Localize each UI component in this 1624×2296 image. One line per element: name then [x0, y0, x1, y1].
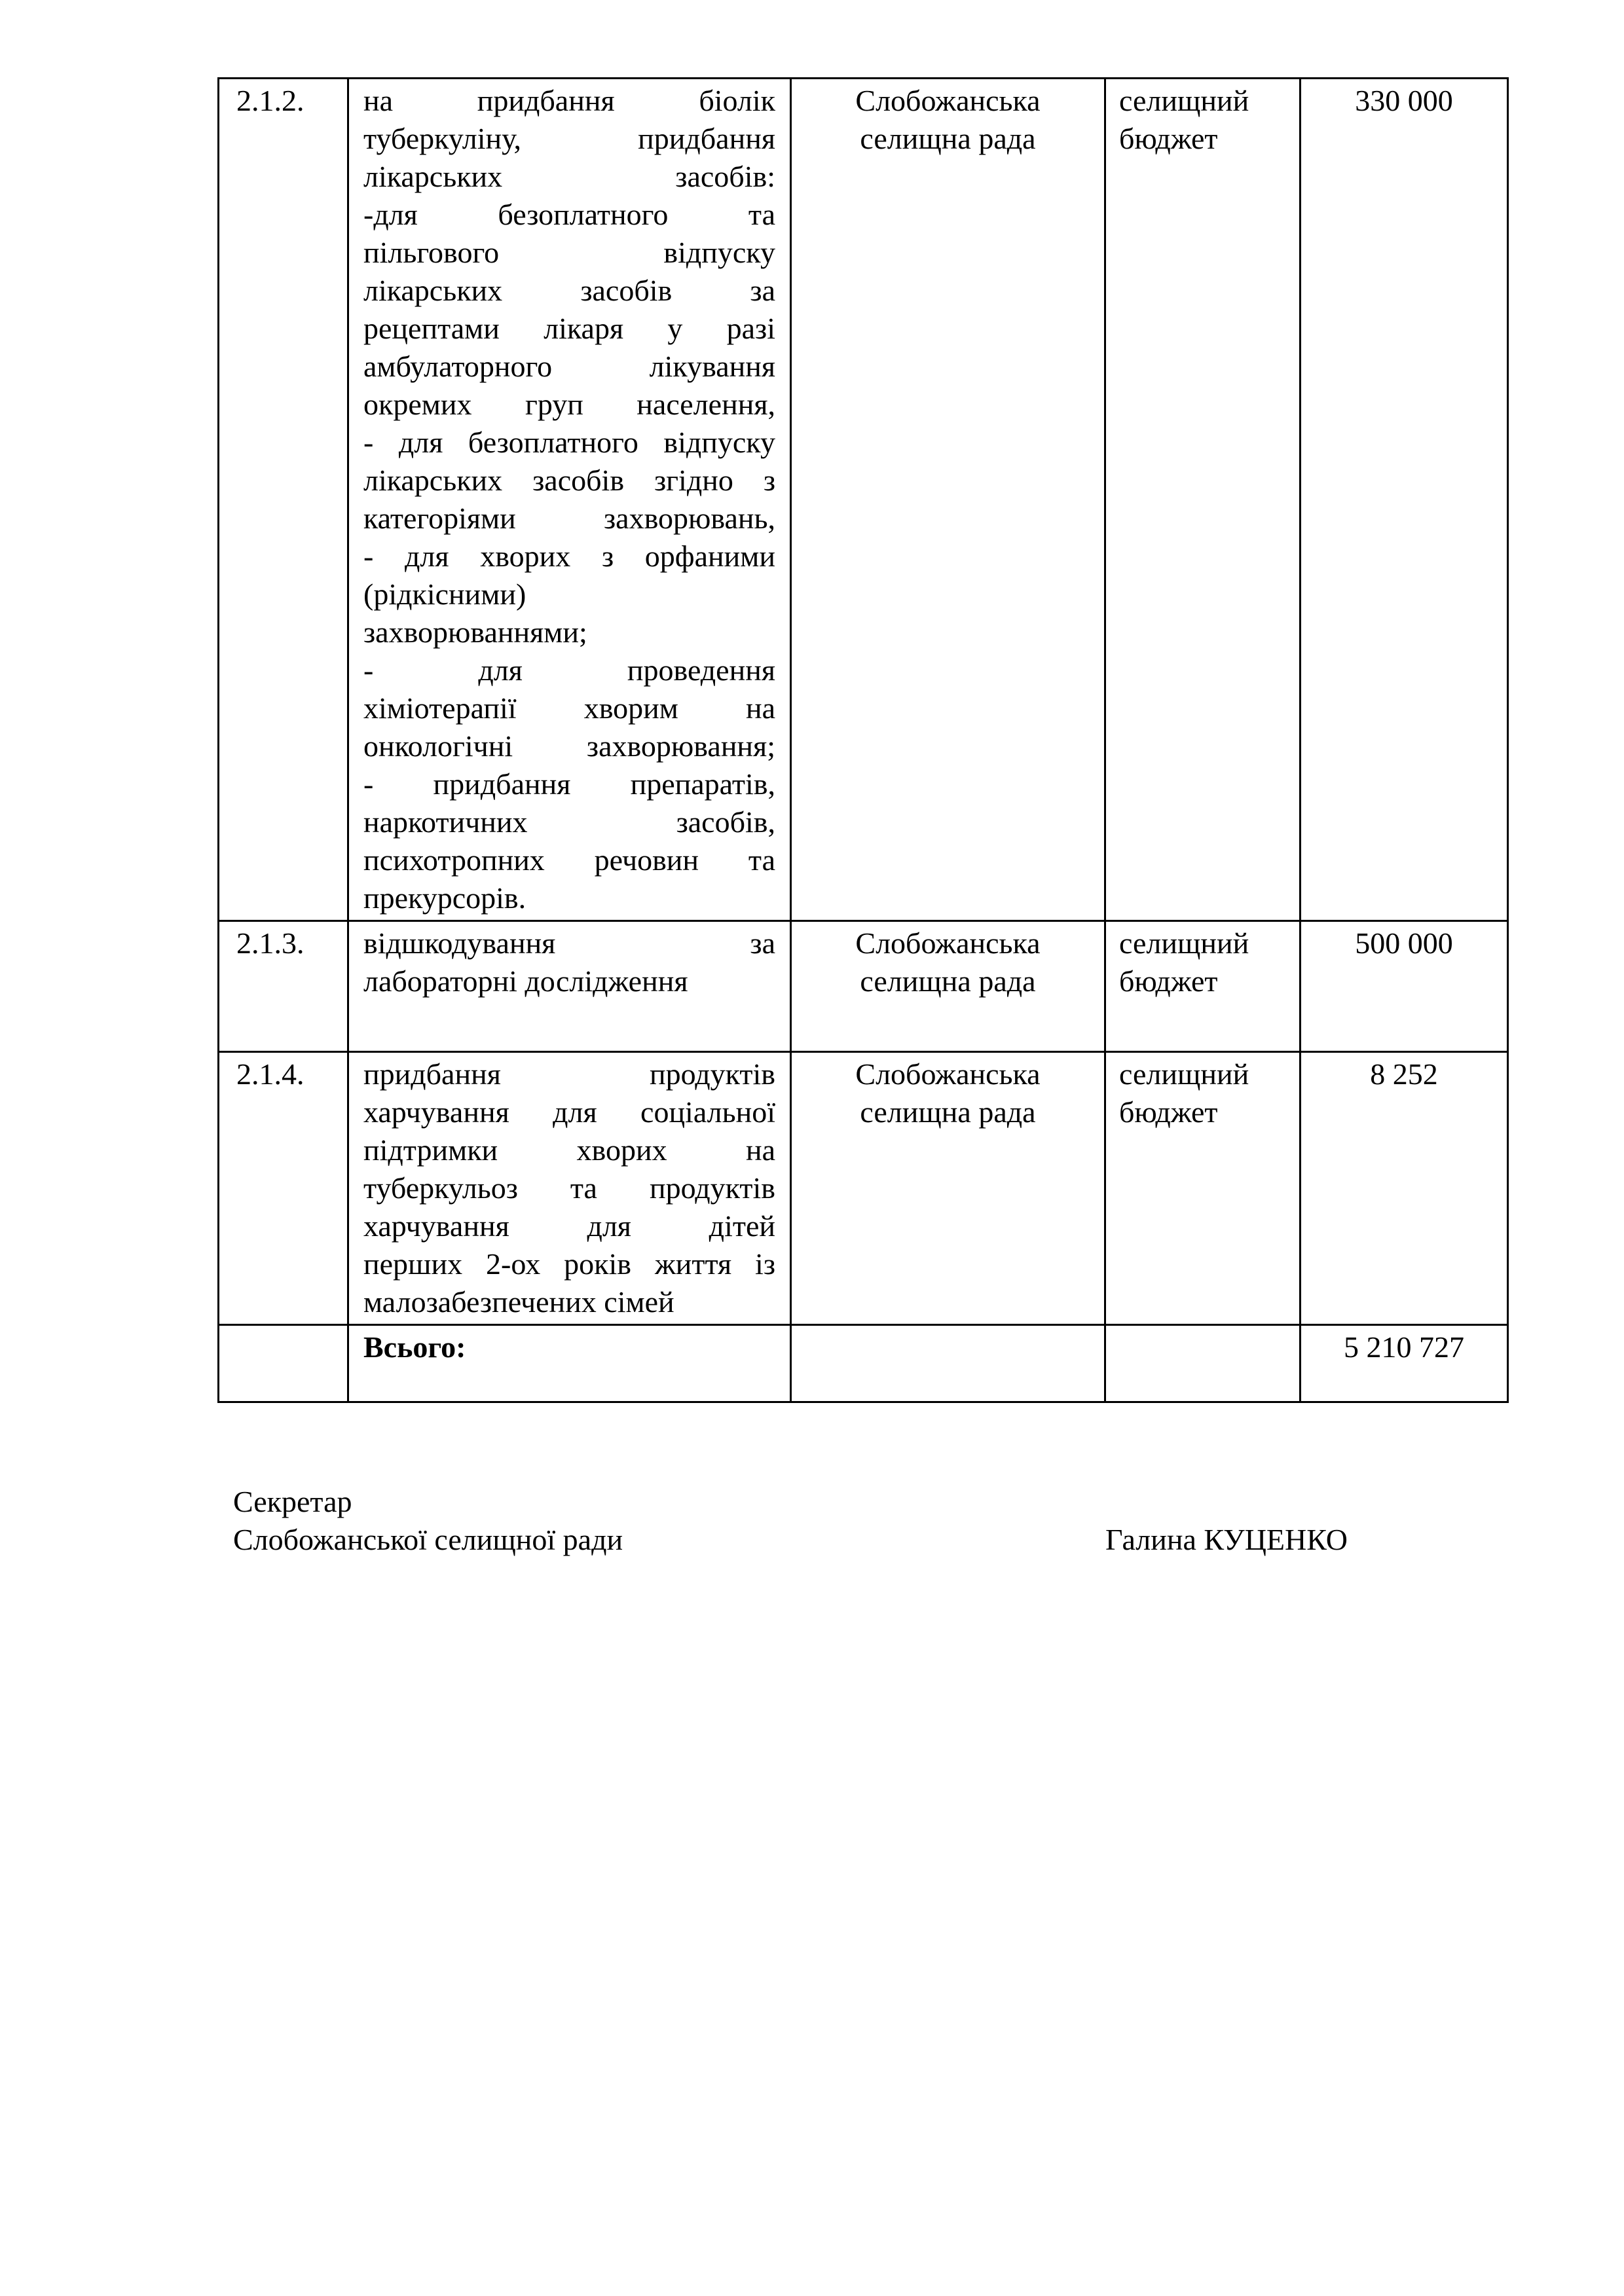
description-line: пільгового відпуску — [363, 236, 775, 269]
description-line: категоріями захворювань, — [363, 501, 775, 535]
item-number: 2.1.2. — [219, 79, 348, 921]
description-line: туберкуліну, придбання — [363, 122, 775, 155]
table-row — [219, 921, 1508, 1052]
funding-source: селищний бюджет — [1105, 79, 1301, 921]
description-line: окремих груп населення, — [363, 388, 775, 421]
funding-source: селищний бюджет — [1105, 921, 1301, 1052]
description-line: - придбання препаратів, — [363, 767, 775, 801]
description-line: підтримки хворих на — [363, 1133, 775, 1167]
empty-cell — [791, 1325, 1105, 1402]
description-line: на придбання біолік — [363, 84, 775, 117]
total-label: Всього: — [348, 1325, 791, 1402]
description-line: онкологічні захворювання; — [363, 729, 775, 763]
description-line: малозабезпечених сімей — [363, 1285, 674, 1319]
description-line: -для безоплатного та — [363, 198, 775, 231]
total-row — [219, 1325, 1508, 1402]
description-line: придбання продуктів — [363, 1057, 775, 1091]
item-number: 2.1.3. — [219, 921, 348, 1052]
empty-cell — [219, 1325, 348, 1402]
description-line: лікарських засобів: — [363, 160, 775, 193]
description-line: - для хворих з орфаними — [363, 539, 775, 573]
amount: 330 000 — [1301, 79, 1508, 921]
description-line: відшкодування за — [363, 926, 775, 960]
empty-cell — [1105, 1325, 1301, 1402]
description-line: - для безоплатного відпуску — [363, 426, 775, 459]
description-line: прекурсорів. — [363, 881, 526, 915]
description-line: туберкульоз та продуктів — [363, 1171, 775, 1205]
description-line: (рідкісними) — [363, 577, 526, 611]
description-line: амбулаторного лікування — [363, 350, 775, 383]
description-line: наркотичних засобів, — [363, 805, 775, 839]
item-description — [348, 921, 791, 1052]
table-body — [219, 79, 1508, 1402]
item-number: 2.1.4. — [219, 1052, 348, 1325]
description-line: харчування для дітей — [363, 1209, 775, 1243]
description-line: - для проведення — [363, 653, 775, 687]
description-line: харчування для соціальної — [363, 1095, 775, 1129]
item-description — [348, 1052, 791, 1325]
amount: 8 252 — [1301, 1052, 1508, 1325]
item-description — [348, 79, 791, 921]
description-line: лікарських засобів згідно з — [363, 464, 775, 497]
description-line: хіміотерапії хворим на — [363, 691, 775, 725]
table-row — [219, 79, 1508, 921]
budget-table — [217, 77, 1509, 1403]
signature-block — [233, 1483, 623, 1559]
description-line: рецептами лікаря у разі — [363, 312, 775, 345]
signer-name: Галина КУЦЕНКО — [1105, 1523, 1348, 1556]
description-line: захворюваннями; — [363, 615, 587, 649]
funding-source: селищний бюджет — [1105, 1052, 1301, 1325]
description-line: лабораторні дослідження — [363, 964, 688, 998]
description-line: лікарських засобів за — [363, 274, 775, 307]
description-line: психотропних речовин та — [363, 843, 775, 877]
amount: 500 000 — [1301, 921, 1508, 1052]
table-row — [219, 1052, 1508, 1325]
description-line: перших 2-ох років життя із — [363, 1247, 775, 1281]
signer-position: Секретар — [233, 1485, 352, 1518]
executor: Слобожанська селищна рада — [791, 921, 1105, 1052]
executor: Слобожанська селищна рада — [791, 79, 1105, 921]
signer-organization: Слобожанської селищної ради — [233, 1523, 623, 1556]
total-amount: 5 210 727 — [1301, 1325, 1508, 1402]
executor: Слобожанська селищна рада — [791, 1052, 1105, 1325]
